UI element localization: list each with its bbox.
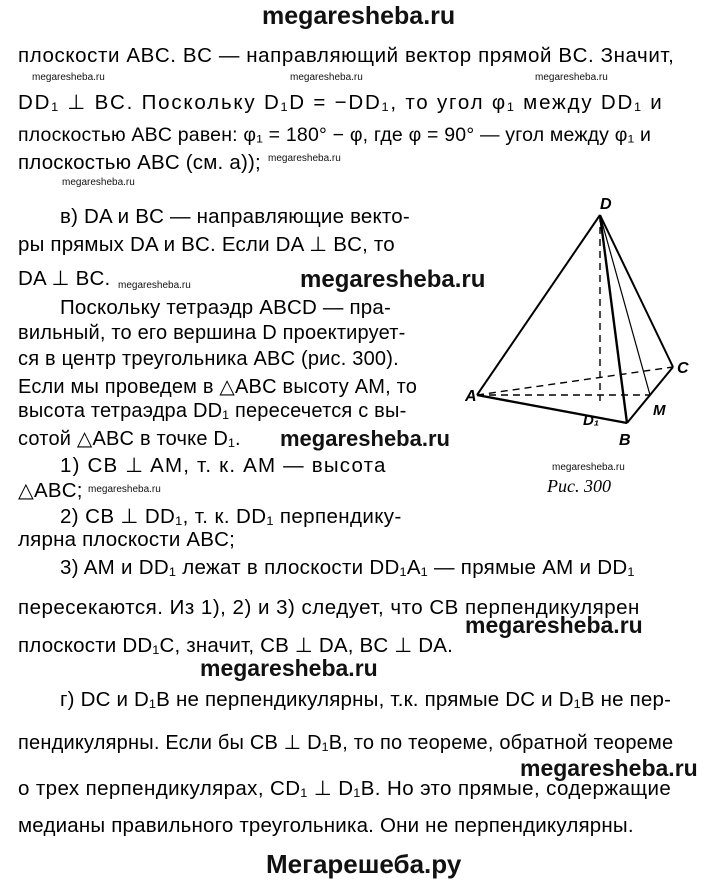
text-line-16: 2) CB ⊥ DD₁, т. к. DD₁ перпендику- xyxy=(60,505,402,528)
watermark-small-1: megaresheba.ru xyxy=(32,72,105,83)
text-line-9: вильный, то его вершина D проектирует- xyxy=(18,322,406,344)
watermark-big-2: megaresheba.ru xyxy=(280,426,450,451)
watermark-small-3: megaresheba.ru xyxy=(535,72,608,83)
text-line-17: лярна плоскости ABC; xyxy=(18,528,236,551)
text-line-10: ся в центр треугольника ABC (рис. 300). xyxy=(18,348,399,370)
text-line-7: DA ⊥ BC. xyxy=(18,267,111,290)
text-line-1: плоскости ABC. BC — направляющий вектор прямой BC. Значит, xyxy=(18,44,675,67)
text-line-12: высота тетраэдра DD₁ пересечется с вы- xyxy=(18,400,407,422)
text-line-4: плоскостью ABC (см. а)); xyxy=(18,151,261,174)
text-line-19: пересекаются. Из 1), 2) и 3) следует, что CB перпендикулярен xyxy=(18,596,640,619)
text-line-24: медианы правильного треугольника. Они не перпендикулярны. xyxy=(18,814,634,837)
watermark-small-5: megaresheba.ru xyxy=(62,177,135,188)
watermark-big-1: megaresheba.ru xyxy=(300,266,486,293)
tetrahedron-figure xyxy=(465,195,695,455)
watermark-big-4: megaresheba.ru xyxy=(200,655,378,681)
watermark-small-2: megaresheba.ru xyxy=(290,72,363,83)
edge-AC-hidden xyxy=(477,367,673,395)
label-B: B xyxy=(619,432,631,449)
text-line-20: плоскости DD₁C, значит, CB ⊥ DA, BC ⊥ DA. xyxy=(18,634,454,657)
edge-DB xyxy=(600,215,627,423)
label-D1: D₁ xyxy=(583,412,600,429)
text-line-13: сотой △ABC в точке D₁. xyxy=(18,428,241,450)
label-M: M xyxy=(653,402,666,419)
label-C: C xyxy=(677,360,689,377)
watermark-big-3: megaresheba.ru xyxy=(465,612,643,638)
text-line-18: 3) AM и DD₁ лежат в плоскости DD₁A₁ — прямые AM и DD₁ xyxy=(60,556,635,579)
text-line-14: 1) CB ⊥ AM, т. к. AM — высота xyxy=(60,454,387,477)
text-line-22: пендикулярны. Если бы CB ⊥ D₁B, то по теореме, обратной теореме xyxy=(18,732,674,754)
text-line-6: ры прямых DA и BC. Если DA ⊥ BC, то xyxy=(18,233,395,256)
edge-DA xyxy=(477,215,600,395)
watermark-bottom: Мегарешеба.ру xyxy=(266,849,462,879)
text-line-23: о трех перпендикулярах, CD₁ ⊥ D₁B. Но это прямые, содержащие xyxy=(18,777,672,800)
watermark-top: megaresheba.ru xyxy=(262,2,456,30)
text-line-11: Если мы проведем в △ABC высоту AM, то xyxy=(18,376,418,398)
watermark-small-6: megaresheba.ru xyxy=(118,280,191,291)
watermark-small-7: megaresheba.ru xyxy=(88,484,161,495)
text-line-8: Поскольку тетраэдр ABCD — пра- xyxy=(60,296,392,319)
figure-caption: Рис. 300 xyxy=(547,476,611,496)
label-A: A xyxy=(465,388,477,405)
edge-AB xyxy=(477,395,627,423)
watermark-small-4: megaresheba.ru xyxy=(268,153,341,164)
watermark-big-5: megaresheba.ru xyxy=(520,755,698,781)
text-line-15: △ABC; xyxy=(18,479,83,502)
text-line-5: в) DA и BC — направляющие векто- xyxy=(60,205,410,228)
watermark-small-figure: megaresheba.ru xyxy=(552,462,625,473)
text-line-3: плоскостью ABC равен: φ₁ = 180° − φ, где φ = 90° — угол между φ₁ и xyxy=(18,124,652,146)
text-line-2: DD₁ ⊥ BC. Поскольку D₁D = −DD₁, то угол φ₁ между DD₁ и xyxy=(18,91,664,114)
text-line-21: г) DC и D₁B не перпендикулярны, т.к. прямые DC и D₁B не пер- xyxy=(60,688,672,711)
label-D: D xyxy=(600,196,612,213)
